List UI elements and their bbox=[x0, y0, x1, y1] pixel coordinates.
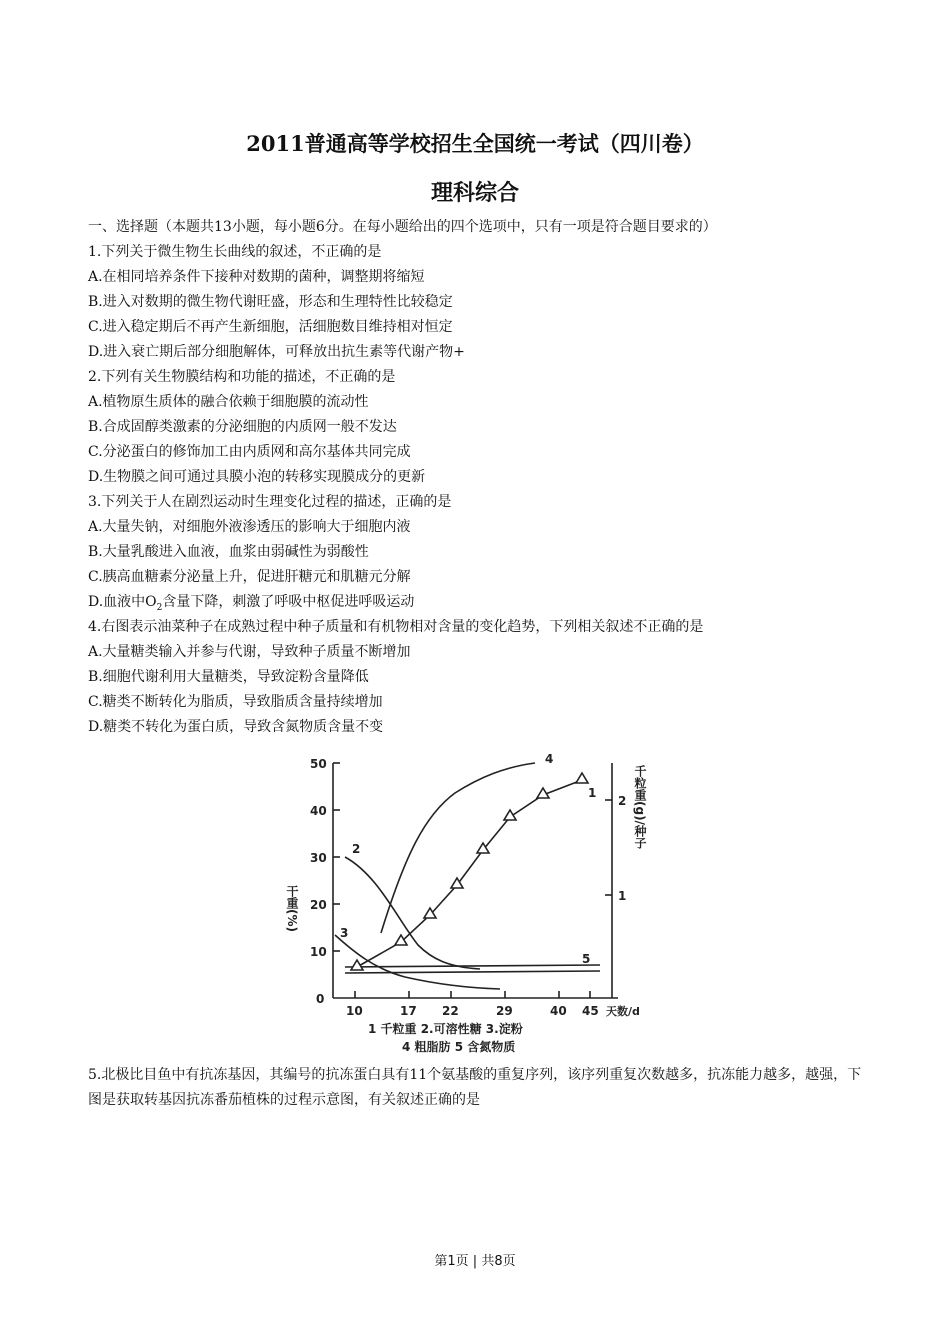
exam-title: 2011普通高等学校招生全国统一考试（四川卷） bbox=[246, 131, 704, 156]
left-tick-label: 20 bbox=[310, 898, 327, 912]
q1-stem: 1.下列关于微生物生长曲线的叙述，不正确的是 bbox=[88, 244, 382, 260]
left-tick-label: 40 bbox=[310, 804, 327, 818]
q2-option-a: A.植物原生质体的融合依赖于细胞膜的流动性 bbox=[88, 394, 369, 410]
q4-option-d: D.糖类不转化为蛋白质，导致含氮物质含量不变 bbox=[88, 719, 384, 735]
exam-subtitle: 理科综合 bbox=[430, 180, 519, 206]
curve-label: 3 bbox=[340, 926, 349, 940]
right-y-axis-label: 千粒重(g)/种子 bbox=[633, 765, 647, 849]
section-heading: 一、选择题（本题共13小题，每小题6分。在每小题给出的四个选项中，只有一项是符合题目要求的） bbox=[88, 219, 717, 235]
legend-line-1: 1 千粒重 2.可溶性糖 3.淀粉 bbox=[368, 1022, 523, 1036]
q3-stem: 3.下列关于人在剧烈运动时生理变化过程的描述，正确的是 bbox=[88, 494, 452, 510]
x-axis-label: 天数/d bbox=[606, 1005, 640, 1018]
q3-option-a: A.大量失钠，对细胞外液渗透压的影响大于细胞内液 bbox=[88, 519, 411, 535]
q4-option-b: B.细胞代谢利用大量糖类，导致淀粉含量降低 bbox=[88, 669, 369, 685]
q5-stem: 5.北极比目鱼中有抗冻基因，其编号的抗冻蛋白具有11个氨基酸的重复序列，该序列重复次数越多，抗冻能力越多，越强，下图是获取转基因抗冻番茄植株的过程示意图，有关叙述正确的是 bbox=[88, 1067, 862, 1108]
curve-label: 4 bbox=[545, 752, 554, 766]
x-tick-label: 22 bbox=[442, 1004, 459, 1018]
q3-option-b: B.大量乳酸进入血液，血浆由弱碱性为弱酸性 bbox=[88, 544, 369, 560]
curve-label: 1 bbox=[588, 786, 597, 800]
q3-option-d: D.血液中$O_2$含量下降，刺激了呼吸中枢促进呼吸运动 bbox=[88, 594, 415, 613]
curve-5-nitrogen bbox=[345, 965, 600, 967]
q2-option-b: B.合成固醇类激素的分泌细胞的内质网一般不发达 bbox=[88, 419, 397, 435]
right-tick-label: 1 bbox=[618, 889, 627, 903]
q2-stem: 2.下列有关生物膜结构和功能的描述，不正确的是 bbox=[88, 369, 396, 385]
q1-option-b: B.进入对数期的微生物代谢旺盛，形态和生理特性比较稳定 bbox=[88, 294, 453, 310]
page-footer: 第1页 | 共8页 bbox=[434, 1254, 516, 1269]
curve-2-soluble-sugar bbox=[345, 857, 480, 969]
left-tick-label: 0 bbox=[316, 992, 325, 1006]
q1-option-a: A.在相同培养条件下接种对数期的菌种，调整期将缩短 bbox=[88, 269, 425, 285]
left-tick-label: 50 bbox=[310, 757, 327, 771]
q4-option-c: C.糖类不断转化为脂质，导致脂质含量持续增加 bbox=[88, 694, 383, 710]
curve-1-thousand-grain-weight bbox=[357, 780, 582, 967]
q1-option-c: C.进入稳定期后不再产生新细胞，活细胞数目维持相对恒定 bbox=[88, 319, 453, 335]
marker-triangle bbox=[576, 773, 588, 783]
curve-4-crude-fat bbox=[381, 763, 535, 933]
q4-option-a: A.大量糖类输入并参与代谢，导致种子质量不断增加 bbox=[88, 644, 411, 660]
q1-option-d: D.进入衰亡期后部分细胞解体，可释放出抗生素等代谢产物+ bbox=[88, 344, 465, 360]
curve-label: 5 bbox=[582, 952, 591, 966]
seed-composition-figure bbox=[0, 745, 950, 1065]
left-tick-label: 30 bbox=[310, 851, 327, 865]
left-y-axis-label: 干重(%) bbox=[285, 885, 299, 932]
x-tick-label: 40 bbox=[550, 1004, 567, 1018]
legend-line-2: 4 粗脂肪 5 含氮物质 bbox=[402, 1040, 516, 1054]
q4-stem: 4.右图表示油菜种子在成熟过程中种子质量和有机物相对含量的变化趋势，下列相关叙述不正确的是 bbox=[88, 619, 704, 635]
q2-option-c: C.分泌蛋白的修饰加工由内质网和高尔基体共同完成 bbox=[88, 444, 411, 460]
x-tick-label: 29 bbox=[496, 1004, 513, 1018]
q2-option-d: D.生物膜之间可通过具膜小泡的转移实现膜成分的更新 bbox=[88, 469, 426, 485]
right-tick-label: 2 bbox=[618, 794, 627, 808]
q3-option-c: C.胰高血糖素分泌量上升，促进肝糖元和肌糖元分解 bbox=[88, 569, 411, 585]
x-tick-label: 45 bbox=[582, 1004, 599, 1018]
left-tick-label: 10 bbox=[310, 945, 327, 959]
curve-label: 2 bbox=[352, 842, 361, 856]
x-tick-label: 17 bbox=[400, 1004, 417, 1018]
x-tick-label: 10 bbox=[346, 1004, 363, 1018]
curve-5-nitrogen-lower bbox=[345, 971, 600, 973]
marker-triangle bbox=[395, 935, 407, 945]
